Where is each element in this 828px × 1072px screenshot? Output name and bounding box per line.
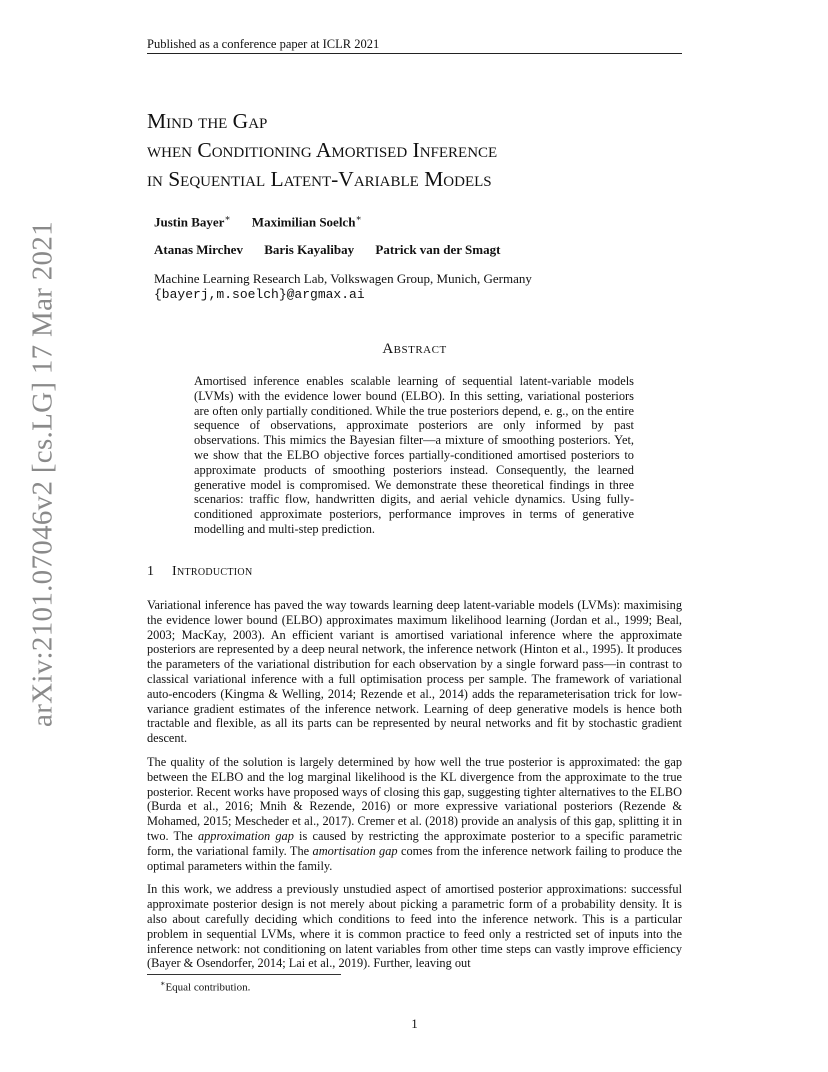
affiliation-institution: Machine Learning Research Lab, Volkswagen Group, Munich, Germany	[154, 271, 532, 286]
section-title: Introduction	[172, 564, 253, 579]
abstract-heading: Abstract	[382, 341, 447, 357]
emphasis-approximation-gap: approximation gap	[197, 828, 294, 843]
emphasis-amortisation-gap: amortisation gap	[312, 843, 398, 858]
equal-contribution-mark: ∗	[355, 213, 362, 223]
paragraph: The quality of the solution is largely determined by how well the true posterior is approximated: the gap between the ELBO and the log marginal likelihood is the KL divergence from the approximate to the true posterior. Recent works have proposed ways of closing this gap, suggesting tighter alternatives to the ELBO (Burda et al., 2016; Mnih & Rezende, 2016) or more expressive variational posteriors (Rezende & Mohamed, 2015; Mescheder et al., 2017). Cremer et al. (2018) provide an analysis of this gap, splitting it in two. The approximation gap is caused by restricting the approximate posterior to a specific parametric form, the variational family. The amortisation gap comes from the inference network failing to produce the optimal parameters within the family.	[147, 754, 683, 873]
author-row-1	[154, 210, 380, 230]
footnote-mark: ∗	[160, 979, 166, 988]
title-line-2: when Conditioning Amortised Inference	[147, 138, 498, 162]
paragraph: In this work, we address a previously unstudied aspect of amortised posterior approximations: successful approximate posterior design is not merely about picking a parametric form of a probability density. It is also about carefully deciding which conditions to feed into the inference network. This is a particular problem in sequential LVMs, where it is common practice to feed only a restricted set of inputs into the inference network: not conditioning on latent variables from other time steps can vastly improve efficiency (Bayer & Osendorfer, 2014; Lai et al., 2019). Further, leaving out	[147, 882, 682, 971]
running-header: Published as a conference paper at ICLR 2021	[147, 37, 380, 51]
title-line-3: in Sequential Latent-Variable Models	[147, 167, 492, 191]
header-rule	[147, 53, 682, 54]
footnote-text: Equal contribution.	[165, 981, 251, 994]
paper-title	[147, 107, 707, 194]
author: Justin Bayer∗	[154, 213, 231, 230]
arxiv-stamp-text: arXiv:2101.07046v2 [cs.LG] 17 Mar 2021	[26, 221, 59, 727]
page-number: 1	[411, 1016, 418, 1031]
footnote	[160, 977, 660, 995]
author: Atanas Mirchev	[154, 242, 243, 257]
affiliation-block	[154, 271, 674, 303]
author: Patrick van der Smagt	[375, 242, 501, 257]
footnote-rule	[147, 974, 341, 975]
abstract-text: Amortised inference enables scalable learning of sequential latent-variable models (LVMs) with the evidence lower bound (ELBO). In this setting, variational posteriors are often only partially conditioned. While the true posteriors depend, e. g., on the entire sequence of observations, approximate posteriors are only informed by past observations. This mimics the Bayesian filter—a mixture of smoothing posteriors. Yet, we show that the ELBO objective forces partially-conditioned amortised posteriors to approximate products of smoothing posteriors instead. Consequently, the learned generative model is compromised. We demonstrate these theoretical findings in three scenarios: traffic flow, handwritten digits, and aerial vehicle dynamics. Using fully-conditioned approximate posteriors, performance improves in terms of generative modelling and multi-step prediction.	[194, 374, 634, 536]
paragraph: Variational inference has paved the way towards learning deep latent-variable models (LVMs): maximising the evidence lower bound (ELBO) approximates maximum likelihood learning (Jordan et al., 1999; Beal, 2003; MacKay, 2003). An efficient variant is amortised variational inference where the approximate posteriors are represented by a deep neural network, the inference network (Hinton et al., 1995). It produces the parameters of the variational distribution for each observation by a single forward pass—in contrast to classical variational inference with a full optimisation process per sample. The framework of variational auto-encoders (Kingma & Welling, 2014; Rezende et al., 2014) adds the reparameterisation trick for low-variance gradient estimates of the inference network. Learning of deep generative models is hence both tractable and flexible, as all its parts can be represented by neural networks and fit by stochastic gradient descent.	[147, 598, 682, 746]
author-email: {bayerj,m.soelch}@argmax.ai	[154, 287, 365, 302]
author-row-2	[154, 242, 518, 258]
title-line-1: Mind the Gap	[147, 109, 268, 133]
author: Baris Kayalibay	[264, 242, 355, 257]
section-heading-introduction	[147, 564, 682, 580]
equal-contribution-mark: ∗	[224, 213, 231, 223]
author: Maximilian Soelch∗	[251, 213, 362, 230]
section-number: 1	[147, 564, 155, 579]
body-text	[147, 598, 682, 980]
